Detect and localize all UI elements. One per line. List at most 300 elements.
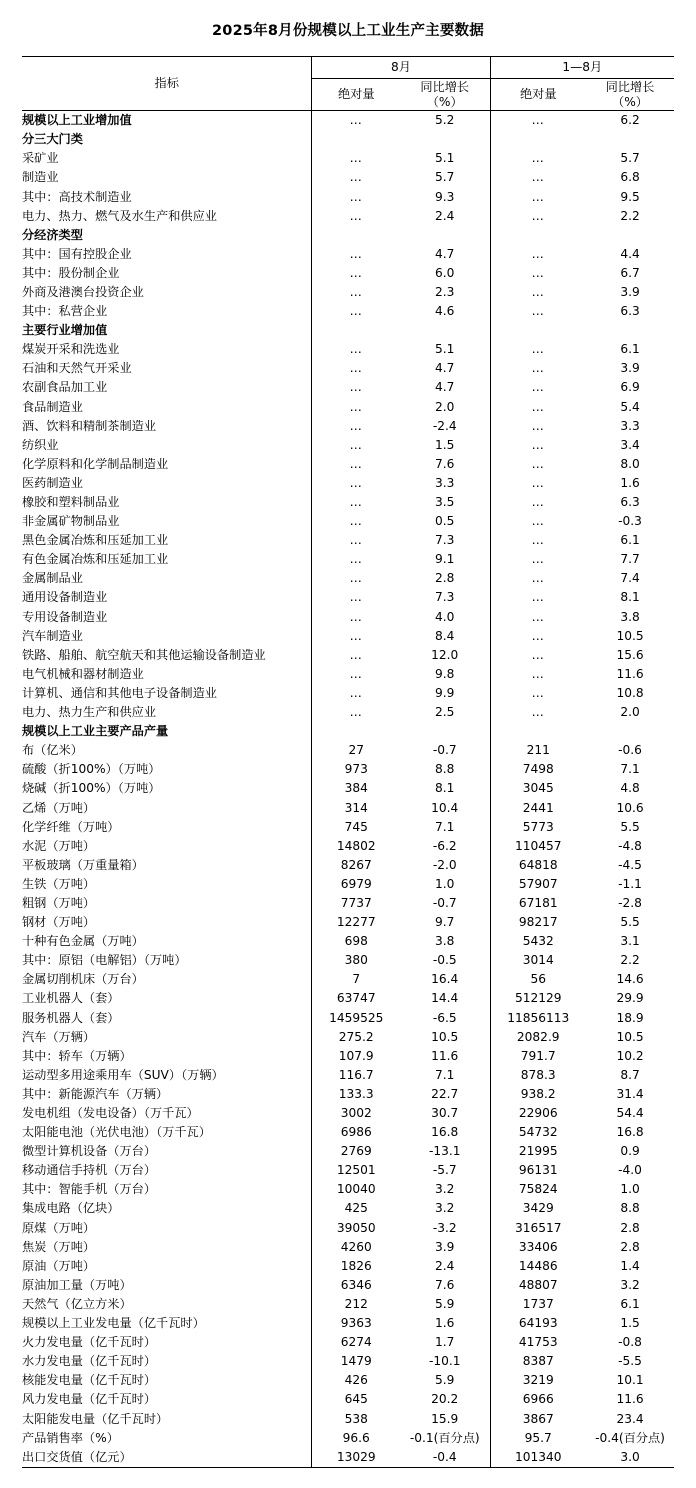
value-abs-cumulative: … [531,170,545,185]
row-label: 乙烯（万吨） [22,798,312,817]
table-row [22,111,674,131]
value-yoy-cumulative: 15.6 [616,647,644,662]
value-yoy-month: 3.3 [400,474,490,493]
value-abs-cumulative: … [531,685,545,700]
value-abs-month: 7 [352,972,361,987]
column-header-abs-cumulative: 绝对量 [490,79,586,111]
value-yoy-month: 22.7 [400,1085,490,1104]
value-abs-month: 6979 [340,876,372,891]
row-label: 化学纤维（万吨） [22,817,312,836]
table-row [22,474,674,493]
value-abs-month: … [349,361,363,376]
table-row [22,245,674,264]
value-yoy-month: 2.0 [400,397,490,416]
value-yoy-cumulative [586,130,674,149]
value-yoy-month: 9.3 [400,187,490,206]
value-yoy-cumulative: 14.6 [616,972,644,987]
table-row [22,264,674,283]
value-abs-month: 39050 [336,1220,376,1235]
value-yoy-cumulative: 1.0 [620,1182,640,1197]
row-label: 发电机组（发电设备）（万千瓦） [22,1104,312,1123]
table-row [22,1371,674,1390]
table-row [22,837,674,856]
value-abs-cumulative: … [531,361,545,376]
value-abs-cumulative: 938.2 [520,1086,556,1101]
row-label: 运动型多用途乘用车（SUV）（万辆） [22,1066,312,1085]
value-yoy-month: -0.1(百分点) [400,1428,490,1447]
row-label: 钢材（万吨） [22,913,312,932]
value-yoy-month: 8.8 [400,760,490,779]
value-abs-cumulative: … [531,456,545,471]
value-yoy-cumulative: 5.7 [620,151,640,166]
table-row [22,646,674,665]
value-yoy-month: 5.9 [400,1371,490,1390]
value-yoy-month: 4.7 [400,245,490,264]
value-abs-month: 212 [344,1296,368,1311]
value-yoy-cumulative: 6.2 [620,113,640,128]
value-yoy-month: -0.4 [400,1448,490,1468]
value-yoy-cumulative: -4.5 [618,857,642,872]
value-yoy-cumulative: -4.8 [618,838,642,853]
table-row [22,1428,674,1447]
value-abs-month [312,722,400,741]
row-label: 生铁（万吨） [22,875,312,894]
value-yoy-cumulative: 5.4 [620,399,640,414]
table-row [22,1028,674,1047]
row-label: 太阳能发电量（亿千瓦时） [22,1409,312,1428]
row-label: 水泥（万吨） [22,837,312,856]
table-row [22,970,674,989]
value-yoy-cumulative: 11.6 [616,1392,644,1407]
table-row [22,187,674,206]
value-yoy-cumulative: 6.1 [620,1296,640,1311]
value-yoy-cumulative: 8.0 [620,456,640,471]
value-abs-cumulative: 96131 [518,1163,558,1178]
value-abs-month: … [349,437,363,452]
row-label: 制造业 [22,168,312,187]
value-yoy-cumulative: 2.8 [620,1239,640,1254]
value-yoy-month: 2.3 [400,283,490,302]
row-label: 原油加工量（万吨） [22,1276,312,1295]
value-yoy-month: 4.0 [400,607,490,626]
value-abs-cumulative: 48807 [518,1277,558,1292]
value-abs-cumulative: … [531,647,545,662]
value-abs-cumulative: 3219 [522,1373,554,1388]
row-label: 酒、饮料和精制茶制造业 [22,417,312,436]
value-abs-cumulative: 56 [530,972,546,987]
value-abs-month: … [349,647,363,662]
row-label: 原油（万吨） [22,1257,312,1276]
value-abs-month: 6274 [340,1335,372,1350]
row-label: 电力、热力生产和供应业 [22,703,312,722]
value-abs-cumulative: 878.3 [520,1067,556,1082]
value-yoy-cumulative [586,321,674,340]
value-abs-cumulative: 5432 [522,934,554,949]
value-yoy-month: 12.0 [400,646,490,665]
value-abs-month: 8267 [340,857,372,872]
table-row [22,1314,674,1333]
table-row [22,894,674,913]
table-row [22,1161,674,1180]
table-row [22,550,674,569]
value-abs-month: 4260 [340,1239,372,1254]
value-yoy-month: 2.4 [400,1257,490,1276]
value-yoy-month: 3.2 [400,1199,490,1218]
table-row [22,493,674,512]
value-abs-month [312,321,400,340]
table-row [22,397,674,416]
value-abs-month: … [349,265,363,280]
table-row [22,1104,674,1123]
table-row [22,1276,674,1295]
value-yoy-month: 7.6 [400,455,490,474]
table-row [22,779,674,798]
value-yoy-cumulative: 2.8 [620,1220,640,1235]
value-abs-cumulative: 41753 [518,1335,558,1350]
table-row [22,436,674,455]
value-abs-month [312,226,400,245]
table-row [22,1199,674,1218]
value-yoy-cumulative: 5.5 [620,819,640,834]
value-abs-month: … [349,590,363,605]
value-abs-month: 63747 [336,991,376,1006]
table-row [22,1218,674,1237]
value-abs-cumulative: … [531,304,545,319]
row-label: 金属制品业 [22,569,312,588]
value-abs-month: … [349,418,363,433]
table-row [22,283,674,302]
row-label: 汽车（万辆） [22,1028,312,1047]
table-row [22,417,674,436]
value-abs-month: 12277 [336,915,376,930]
row-label: 外商及港澳台投资企业 [22,283,312,302]
table-row [22,1142,674,1161]
table-row [22,149,674,168]
value-abs-cumulative [490,130,586,149]
value-yoy-month: 2.5 [400,703,490,722]
value-abs-cumulative: 211 [526,743,550,758]
value-yoy-cumulative: -2.8 [618,895,642,910]
value-yoy-month: 10.5 [400,1028,490,1047]
value-abs-cumulative: … [531,533,545,548]
table-row [22,951,674,970]
value-abs-cumulative: … [531,113,545,128]
value-abs-month: 12501 [336,1163,376,1178]
value-yoy-month: 3.8 [400,932,490,951]
value-abs-month: … [349,380,363,395]
value-abs-cumulative: 791.7 [520,1048,556,1063]
value-yoy-month: 5.1 [400,340,490,359]
value-abs-month: … [349,552,363,567]
value-abs-month: 27 [348,743,364,758]
value-yoy-month [400,321,490,340]
column-header-yoy-cumulative [586,79,674,111]
page-title: 2025年8月份规模以上工业生产主要数据 [212,23,484,39]
value-yoy-month: -13.1 [400,1142,490,1161]
value-yoy-month: 5.2 [400,111,490,131]
value-yoy-month: -0.7 [400,741,490,760]
yoy-label-line1: 同比增长 [420,80,470,95]
table-row [22,1008,674,1027]
table-header [22,57,674,111]
value-yoy-cumulative: 10.1 [616,1373,644,1388]
value-abs-month: 745 [344,819,368,834]
table-row [22,512,674,531]
value-yoy-month: 9.7 [400,913,490,932]
value-abs-cumulative: … [531,189,545,204]
value-abs-cumulative: … [531,552,545,567]
table-row [22,1295,674,1314]
row-label: 其中：高技术制造业 [22,187,312,206]
table-row [22,913,674,932]
value-abs-month: … [349,609,363,624]
value-yoy-cumulative: 10.2 [616,1048,644,1063]
table-row [22,130,674,149]
value-yoy-cumulative: 2.0 [620,705,640,720]
value-yoy-month: 8.1 [400,779,490,798]
value-abs-month: … [349,705,363,720]
row-label: 石油和天然气开采业 [22,359,312,378]
row-label: 规模以上工业增加值 [22,111,312,131]
value-yoy-cumulative: 7.4 [620,571,640,586]
value-yoy-month: 15.9 [400,1409,490,1428]
row-label: 出口交货值（亿元） [22,1448,312,1468]
table-row [22,455,674,474]
value-abs-cumulative: … [531,284,545,299]
value-abs-cumulative: … [531,380,545,395]
row-label: 水力发电量（亿千瓦时） [22,1352,312,1371]
value-yoy-cumulative: 1.5 [620,1316,640,1331]
value-abs-cumulative: 3867 [522,1411,554,1426]
value-abs-month: … [349,475,363,490]
value-abs-cumulative: 8387 [522,1354,554,1369]
value-abs-cumulative: … [531,495,545,510]
value-yoy-month: 3.5 [400,493,490,512]
value-yoy-cumulative: -0.4(百分点) [595,1430,665,1445]
value-abs-month: … [349,151,363,166]
value-yoy-cumulative: 10.6 [616,800,644,815]
value-yoy-cumulative: 16.8 [616,1125,644,1140]
value-yoy-cumulative [586,226,674,245]
value-abs-cumulative: … [531,265,545,280]
row-label: 煤炭开采和洗选业 [22,340,312,359]
row-label: 天然气（亿立方米） [22,1295,312,1314]
column-header-index: 指标 [22,57,312,111]
value-yoy-month: -10.1 [400,1352,490,1371]
value-abs-cumulative: … [531,475,545,490]
value-yoy-month: 10.4 [400,798,490,817]
row-label: 分三大门类 [22,130,312,149]
yoy-label-line2: （%） [426,94,463,109]
table-row [22,1066,674,1085]
table-row [22,588,674,607]
row-label: 其中：新能源汽车（万辆） [22,1085,312,1104]
table-row [22,1409,674,1428]
row-label: 十种有色金属（万吨） [22,932,312,951]
row-label: 农副食品加工业 [22,378,312,397]
table-row [22,340,674,359]
value-yoy-cumulative: 7.1 [620,762,640,777]
value-abs-month: … [349,304,363,319]
value-abs-cumulative [490,226,586,245]
value-yoy-cumulative: 4.8 [620,781,640,796]
value-abs-cumulative: 14486 [518,1258,558,1273]
value-yoy-month: 8.4 [400,627,490,646]
table-row [22,627,674,646]
column-group-month: 8月 [312,57,490,79]
row-label: 分经济类型 [22,226,312,245]
value-abs-cumulative: 1737 [522,1296,554,1311]
industrial-production-table [22,56,674,1468]
value-yoy-month: 6.0 [400,264,490,283]
value-abs-month: 426 [344,1373,368,1388]
value-abs-cumulative: 95.7 [524,1430,552,1445]
value-abs-cumulative: 33406 [518,1239,558,1254]
row-label: 硫酸（折100%）（万吨） [22,760,312,779]
value-yoy-month: 16.4 [400,970,490,989]
value-abs-month: 384 [344,781,368,796]
table-row [22,302,674,321]
value-abs-cumulative: 22906 [518,1106,558,1121]
value-abs-month: 425 [344,1201,368,1216]
value-yoy-cumulative: 8.8 [620,1201,640,1216]
row-label: 火力发电量（亿千瓦时） [22,1333,312,1352]
value-abs-cumulative: 110457 [514,838,562,853]
value-abs-cumulative: 5773 [522,819,554,834]
value-abs-month: … [349,666,363,681]
table-row [22,321,674,340]
table-row [22,1352,674,1371]
value-yoy-cumulative: 6.1 [620,342,640,357]
row-label: 服务机器人（套） [22,1008,312,1027]
table-row [22,168,674,187]
row-label: 专用设备制造业 [22,607,312,626]
value-abs-month: 13029 [312,1448,400,1468]
value-yoy-cumulative: 10.8 [616,685,644,700]
row-label: 汽车制造业 [22,627,312,646]
value-yoy-cumulative: 18.9 [616,1010,644,1025]
value-yoy-cumulative: 3.9 [620,284,640,299]
row-label: 产品销售率（%） [22,1428,312,1447]
value-abs-month: 6346 [340,1277,372,1292]
value-yoy-month: 20.2 [400,1390,490,1409]
value-abs-month: 10040 [336,1182,376,1197]
column-header-abs-month: 绝对量 [312,79,400,111]
value-yoy-month: -6.2 [400,837,490,856]
table-row [22,1238,674,1257]
value-yoy-cumulative: 2.2 [620,953,640,968]
value-yoy-cumulative: 10.5 [616,628,644,643]
value-yoy-cumulative: 2.2 [620,208,640,223]
value-yoy-month: 4.6 [400,302,490,321]
value-yoy-cumulative: 9.5 [620,189,640,204]
value-yoy-month: 30.7 [400,1104,490,1123]
table-row [22,722,674,741]
row-label: 风力发电量（亿千瓦时） [22,1390,312,1409]
value-abs-month: … [349,399,363,414]
table-row [22,798,674,817]
value-abs-month: 538 [344,1411,368,1426]
yoy-label-line1: 同比增长 [605,80,655,95]
table-row [22,1257,674,1276]
value-abs-month: 275.2 [338,1029,374,1044]
value-yoy-cumulative: 1.4 [620,1258,640,1273]
value-abs-month: 314 [344,800,368,815]
row-label: 工业机器人（套） [22,989,312,1008]
row-label: 移动通信手持机（万台） [22,1161,312,1180]
value-abs-month: … [349,628,363,643]
value-yoy-month: 1.5 [400,436,490,455]
value-abs-month: 1459525 [329,1010,384,1025]
table-row [22,1390,674,1409]
value-yoy-cumulative: 3.2 [620,1277,640,1292]
row-label: 布（亿米） [22,741,312,760]
value-yoy-month: 14.4 [400,989,490,1008]
row-label: 其中：国有控股企业 [22,245,312,264]
table-row [22,817,674,836]
value-abs-month: 380 [344,953,368,968]
value-yoy-cumulative: -5.5 [618,1354,642,1369]
value-abs-month: 96.6 [342,1430,370,1445]
value-yoy-month: 3.9 [400,1238,490,1257]
row-label: 其中：轿车（万辆） [22,1047,312,1066]
table-row [22,359,674,378]
value-yoy-cumulative: 54.4 [616,1106,644,1121]
value-yoy-month: 11.6 [400,1047,490,1066]
value-yoy-cumulative: 11.6 [616,666,644,681]
value-yoy-month: 9.9 [400,684,490,703]
value-abs-month: … [349,495,363,510]
value-abs-cumulative: 2082.9 [516,1029,560,1044]
value-abs-month: … [349,113,363,128]
value-yoy-month: 9.1 [400,550,490,569]
value-abs-cumulative: … [531,514,545,529]
table-row [22,1123,674,1142]
value-yoy-cumulative: 10.5 [616,1029,644,1044]
value-abs-cumulative: 98217 [518,915,558,930]
value-yoy-month: -0.7 [400,894,490,913]
value-yoy-cumulative [586,722,674,741]
value-yoy-month: 7.3 [400,588,490,607]
value-abs-cumulative: … [531,342,545,357]
value-abs-month: 1479 [340,1354,372,1369]
value-yoy-month: -3.2 [400,1218,490,1237]
value-yoy-month: -2.4 [400,417,490,436]
table-row [22,531,674,550]
value-abs-cumulative: … [531,151,545,166]
value-abs-cumulative [490,321,586,340]
value-yoy-month: 2.8 [400,569,490,588]
value-abs-cumulative: … [531,609,545,624]
table-row [22,1333,674,1352]
value-abs-month: 1826 [340,1258,372,1273]
value-abs-month: … [349,456,363,471]
value-yoy-cumulative: 3.4 [620,437,640,452]
value-abs-month: … [349,208,363,223]
table-row [22,760,674,779]
value-abs-cumulative: 3045 [522,781,554,796]
value-abs-month: 2769 [340,1144,372,1159]
value-abs-cumulative: … [531,705,545,720]
value-abs-month: 116.7 [338,1067,374,1082]
table-row [22,989,674,1008]
value-yoy-month: 2.4 [400,206,490,225]
value-yoy-cumulative: 8.1 [620,590,640,605]
value-abs-month: … [349,533,363,548]
row-label: 原煤（万吨） [22,1218,312,1237]
value-yoy-month: -5.7 [400,1161,490,1180]
value-abs-cumulative: 316517 [514,1220,562,1235]
